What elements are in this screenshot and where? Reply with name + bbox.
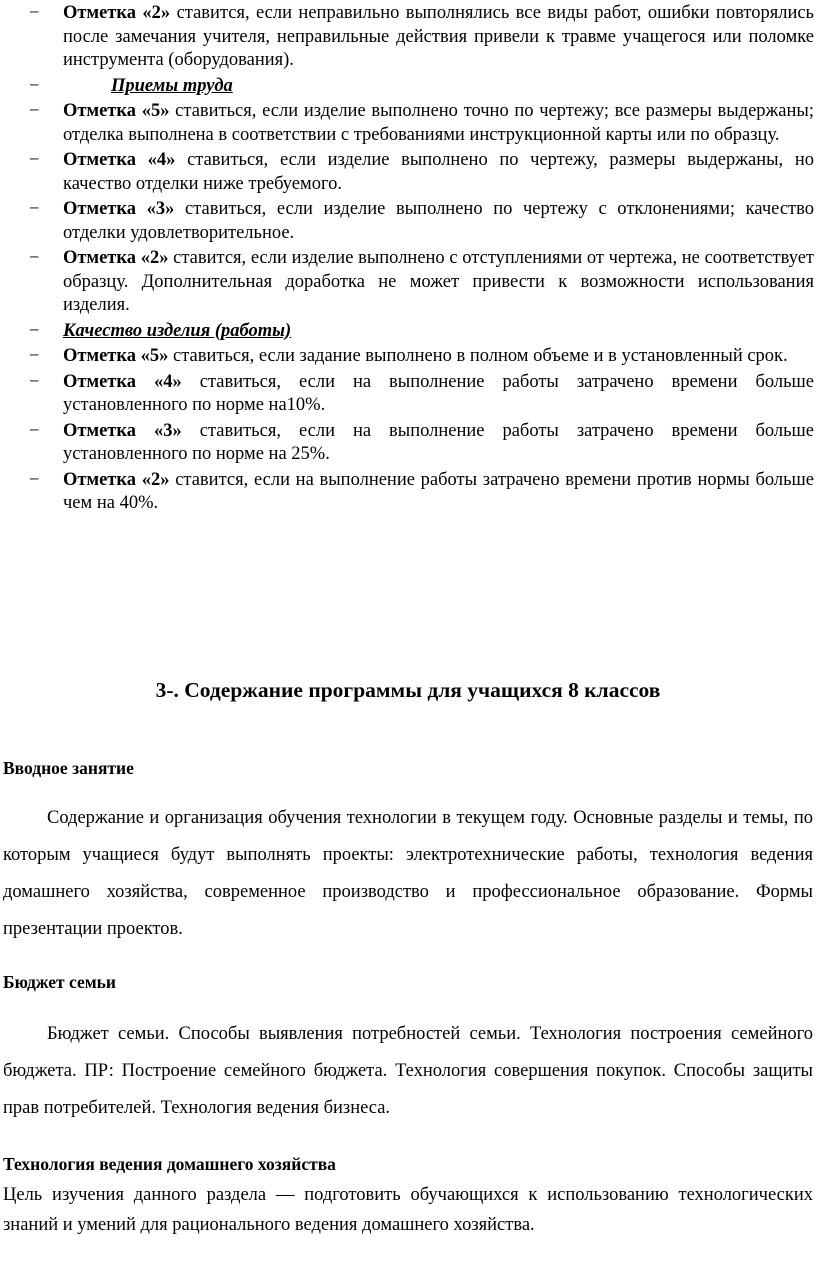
grade-description: ставится, если на выполнение работы затрачено времени против нормы больше чем на 40%. xyxy=(63,469,814,513)
grade-label: Отметка «2» xyxy=(63,469,170,490)
grade-description: ставиться, если изделие выполнено по чертежу с отклонениями; качество отделки удовлетворительное. xyxy=(63,199,814,243)
list-item xyxy=(0,149,816,196)
subheading-work-techniques: Приемы труда xyxy=(111,75,233,96)
list-dash: − xyxy=(29,248,40,268)
grade-label: Отметка «4» xyxy=(63,371,182,392)
list-item xyxy=(0,75,816,99)
section-title: 3-. Содержание программы для учащихся 8 классов xyxy=(155,678,661,702)
list-item xyxy=(0,198,816,245)
section-heading: Технология ведения домашнего хозяйства xyxy=(3,1154,336,1174)
section-paragraph: Бюджет семьи. Способы выявления потребностей семьи. Технология построения семейного бюджета. ПР: Построение семейного бюджета. Технология совершения покупок. Способы защиты прав потребителей. Технология ведения бизнеса. xyxy=(3,1024,813,1118)
grade-description: ставиться, если на выполнение работы затрачено времени больше установленного по норме на 25%. xyxy=(63,420,814,464)
list-item xyxy=(0,345,816,369)
list-dash: − xyxy=(29,150,40,170)
grade-description: ставиться, если изделие выполнено по чертежу, размеры выдержаны, но качество отделки ниже требуемого. xyxy=(63,150,814,194)
list-item xyxy=(0,469,816,516)
list-dash: − xyxy=(29,320,40,341)
list-dash: − xyxy=(29,75,40,96)
grade-description: ставиться, если изделие выполнено точно по чертежу; все размеры выдержаны; отделка выполнена в соответствии с требованиями инструкционной карты или по образцу. xyxy=(63,101,814,145)
grade-label: Отметка «5» xyxy=(63,101,170,121)
list-item xyxy=(0,100,816,147)
grade-label: Отметка «4» xyxy=(63,150,176,170)
grade-label: Отметка «2» xyxy=(63,248,169,268)
section-heading: Вводное занятие xyxy=(3,758,134,778)
list-dash: − xyxy=(29,101,40,121)
grade-description: ставится, если неправильно выполнялись все виды работ, ошибки повторялись после замечания учителя, неправильные действия привели к травме учащегося или поломке инструмента (оборудования). xyxy=(63,3,814,70)
grade-label: Отметка «5» xyxy=(63,346,169,366)
list-dash: − xyxy=(29,371,40,392)
grade-label: Отметка «3» xyxy=(63,420,182,441)
list-item xyxy=(0,320,816,344)
list-item xyxy=(0,2,816,73)
grade-description: ставиться, если задание выполнено в полном объеме и в установленный срок. xyxy=(168,346,788,366)
section-paragraph: Содержание и организация обучения технологии в текущем году. Основные разделы и темы, по которым учащиеся будут выполнять проекты: электротехнические работы, технология ведения домашнего хозяйства, современное производство и профессиональное образование. Формы презентации проектов. xyxy=(3,808,813,939)
section-housekeeping xyxy=(3,1152,813,1240)
grade-description: ставиться, если на выполнение работы затрачено времени больше установленного по норме на10%. xyxy=(63,371,814,415)
list-item xyxy=(0,420,816,467)
section-family-budget xyxy=(3,970,813,1127)
list-dash: − xyxy=(29,199,40,219)
section-paragraph: Цель изучения данного раздела — подготовить обучающихся к использованию технологических знаний и умений для рационального ведения домашнего хозяйства. xyxy=(3,1185,813,1235)
grade-label: Отметка «3» xyxy=(63,199,175,219)
list-item xyxy=(0,371,816,418)
list-dash: − xyxy=(29,346,40,366)
list-item xyxy=(0,247,816,318)
list-dash: − xyxy=(29,420,40,441)
list-dash: − xyxy=(29,469,40,490)
grading-criteria-list xyxy=(0,2,816,516)
section-heading: Бюджет семьи xyxy=(3,972,116,992)
list-dash: − xyxy=(29,3,40,23)
subheading-product-quality: Качество изделия (работы) xyxy=(63,320,292,341)
grade-description: ставится, если изделие выполнено с отступлениями от чертежа, не соответствует образцу. Дополнительная доработка не может привести к возможности использования изделия. xyxy=(63,248,814,315)
grade-label: Отметка «2» xyxy=(63,3,171,23)
section-intro xyxy=(3,756,813,948)
